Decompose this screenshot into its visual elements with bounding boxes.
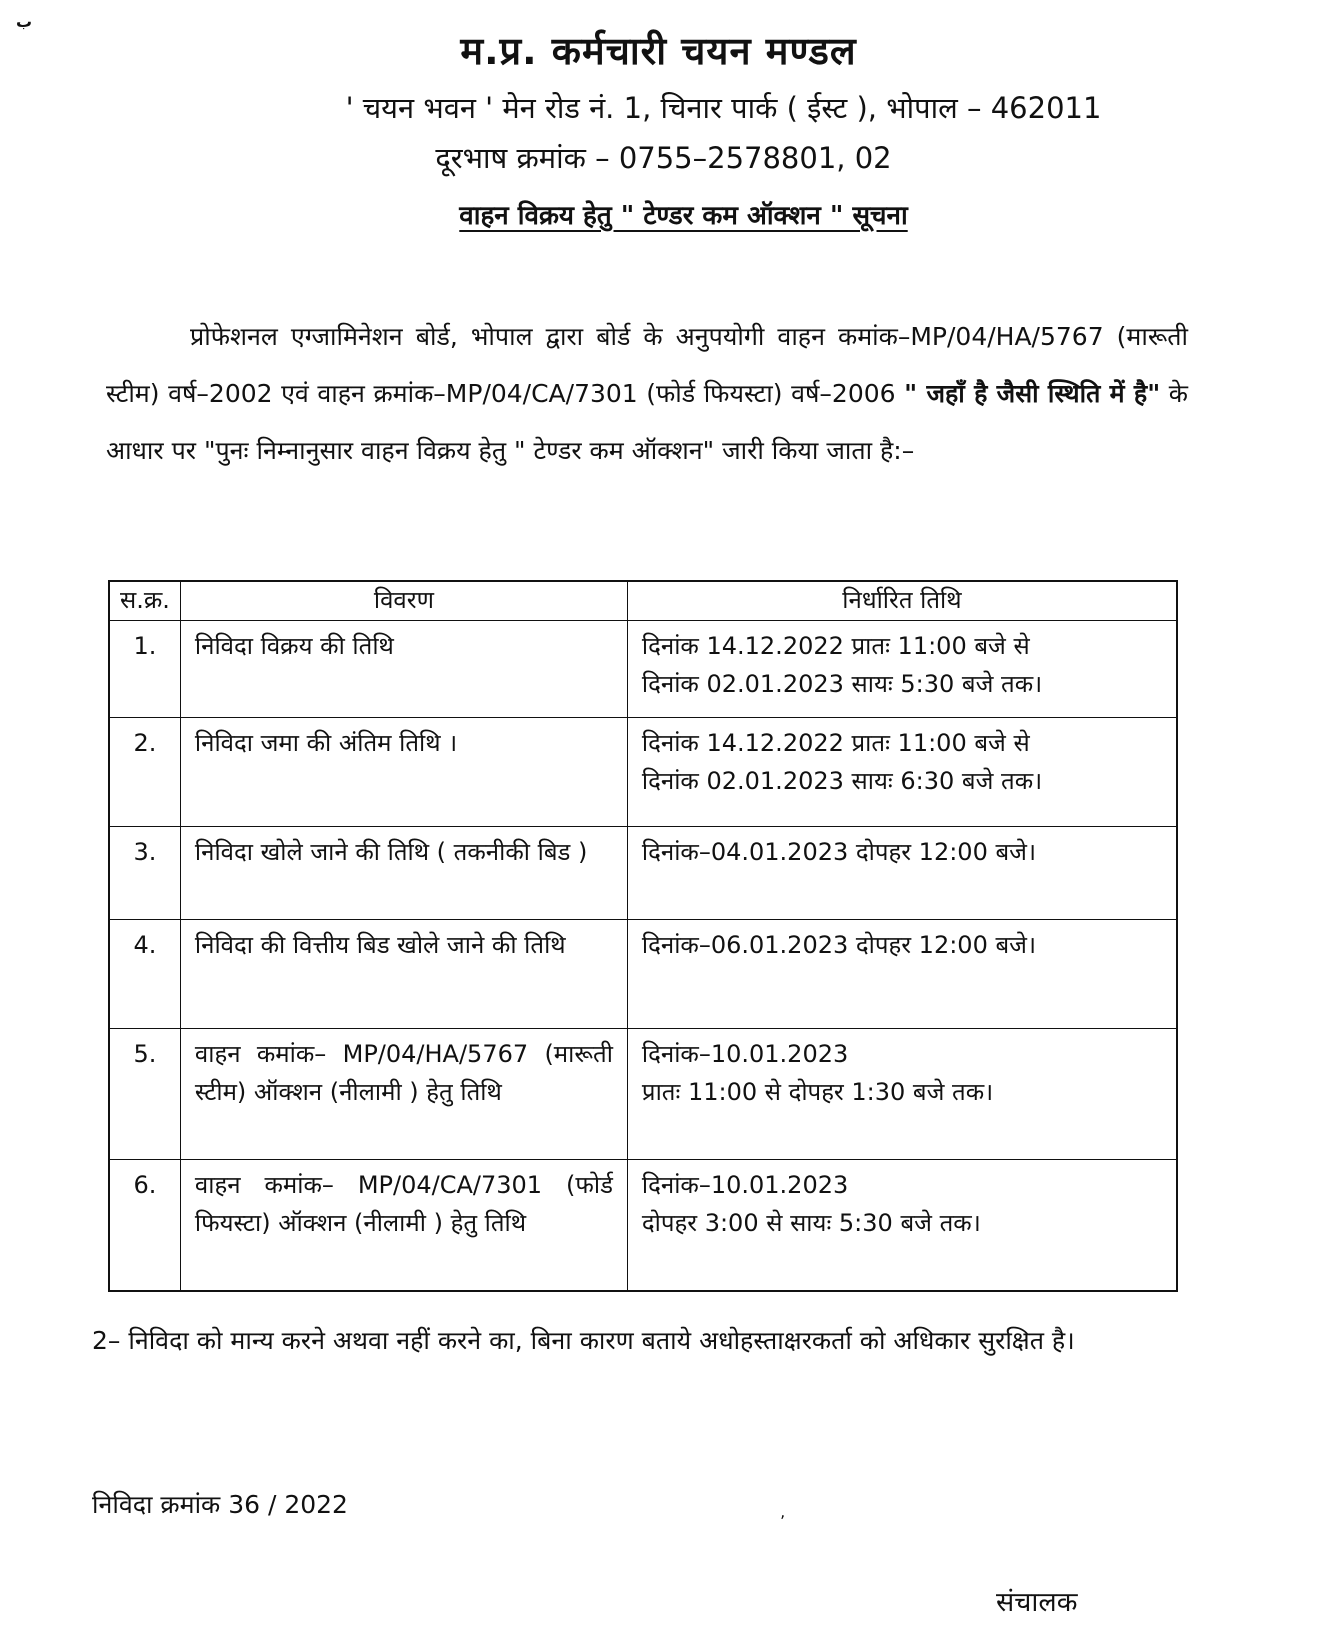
schedule-table — [108, 580, 1178, 1292]
col-header-date: निर्धारित तिथि — [627, 581, 1177, 621]
row-description: निविदा जमा की अंतिम तिथि । — [180, 718, 627, 827]
row-number: 3. — [109, 827, 180, 920]
date-line: दिनांक 02.01.2023 सायः 5:30 बजे तक। — [641, 670, 1043, 698]
intro-bold-text: " जहाँ है जैसी स्थिति में है" — [904, 379, 1161, 408]
date-line: प्रातः 11:00 से दोपहर 1:30 बजे तक। — [641, 1078, 994, 1106]
date-line: दिनांक–04.01.2023 दोपहर 12:00 बजे। — [641, 838, 1037, 866]
row-description: निविदा की वित्तीय बिड खोले जाने की तिथि — [180, 920, 627, 1029]
scan-dot: ʼ — [780, 1512, 786, 1531]
table-row — [109, 621, 1177, 718]
rights-paragraph: 2– निविदा को मान्य करने अथवा नहीं करने का, बिना कारण बताये अधोहस्ताक्षरकर्ता को अधिकार सुरक्षित है। — [92, 1326, 1075, 1355]
table-row — [109, 827, 1177, 920]
table-header-row — [109, 581, 1177, 621]
date-line: दोपहर 3:00 से सायः 5:30 बजे तक। — [641, 1209, 981, 1237]
col-header-sno: स.क्र. — [109, 581, 180, 621]
row-number: 4. — [109, 920, 180, 1029]
col-header-description: विवरण — [180, 581, 627, 621]
intro-text-1: प्रोफेशनल एग्जामिनेशन बोर्ड, भोपाल द्वारा बोर्ड के अनुपयोगी वाहन कमांक–MP/04/HA/5767 (मारूती स्टीम) वर्ष–2002 एवं वाहन क्रमांक–MP/04/CA/7301 (फोर्ड फियस्टा) वर्ष–2006 — [106, 322, 1188, 408]
table-row — [109, 1160, 1177, 1292]
date-line: दिनांक–10.01.2023 — [641, 1171, 849, 1199]
table-row — [109, 920, 1177, 1029]
org-title: म.प्र. कर्मचारी चयन मण्डल — [460, 29, 857, 73]
date-line: दिनांक 02.01.2023 सायः 6:30 बजे तक। — [641, 767, 1043, 795]
date-line: दिनांक 14.12.2022 प्रातः 11:00 बजे से — [641, 632, 1030, 660]
row-description: निविदा खोले जाने की तिथि ( तकनीकी बिड ) — [180, 827, 627, 920]
row-date — [627, 718, 1177, 827]
row-description: वाहन कमांक– MP/04/CA/7301 (फोर्ड फियस्टा) ऑक्शन (नीलामी ) हेतु तिथि — [180, 1160, 627, 1292]
notice-title: वाहन विक्रय हेतु " टेण्डर कम ऑक्शन " सूचना — [459, 201, 908, 231]
table-row — [109, 1029, 1177, 1160]
row-number: 6. — [109, 1160, 180, 1292]
date-line: दिनांक–06.01.2023 दोपहर 12:00 बजे। — [641, 931, 1037, 959]
row-description: निविदा विक्रय की तिथि — [180, 621, 627, 718]
row-number: 1. — [109, 621, 180, 718]
row-date — [627, 1029, 1177, 1160]
tender-number: निविदा क्रमांक 36 / 2022 — [92, 1490, 348, 1519]
row-date — [627, 827, 1177, 920]
row-date — [627, 920, 1177, 1029]
scan-mark: ب — [16, 12, 33, 31]
signatory-title: संचालक — [996, 1587, 1078, 1618]
row-description: वाहन कमांक– MP/04/HA/5767 (मारूती स्टीम) ऑक्शन (नीलामी ) हेतु तिथि — [180, 1029, 627, 1160]
org-phone: दूरभाष क्रमांक – 0755–2578801, 02 — [435, 141, 892, 175]
date-line: दिनांक 14.12.2022 प्रातः 11:00 बजे से — [641, 729, 1030, 757]
row-number: 5. — [109, 1029, 180, 1160]
date-line: दिनांक–10.01.2023 — [641, 1040, 849, 1068]
intro-paragraph — [106, 308, 1188, 479]
row-date — [627, 621, 1177, 718]
intro-text-2: के आधार पर "पुनः निम्नानुसार वाहन विक्रय हेतु " टेण्डर कम ऑक्शन" जारी किया जाता है:– — [106, 379, 1188, 465]
table-row — [109, 718, 1177, 827]
org-address: ' चयन भवन ' मेन रोड नं. 1, चिनार पार्क ( ईस्ट ), भोपाल – 462011 — [345, 91, 1102, 125]
row-date — [627, 1160, 1177, 1292]
row-number: 2. — [109, 718, 180, 827]
